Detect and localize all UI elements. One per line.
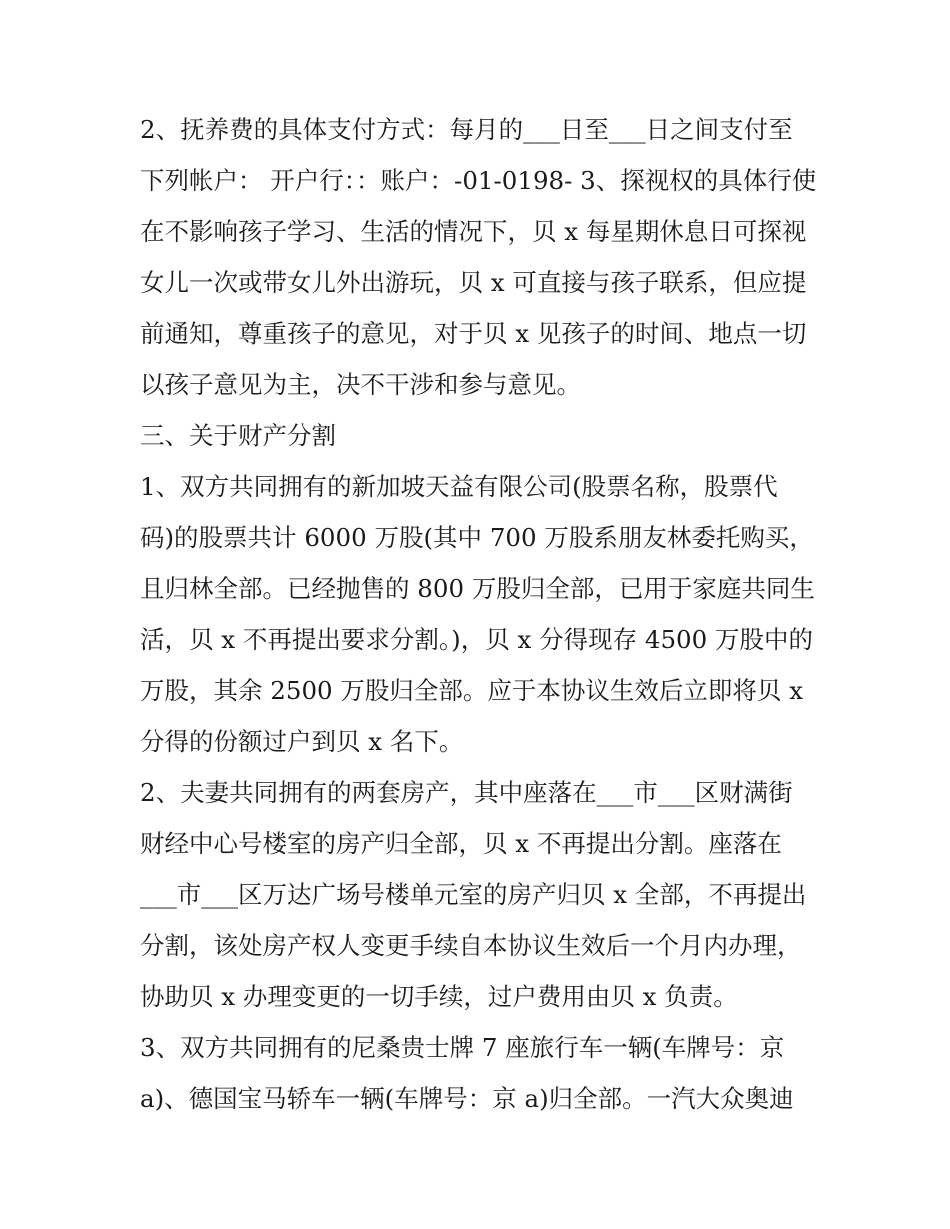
text-line: ___市___区万达广场号楼单元室的房产归贝 x 全部，不再提出 (140, 880, 807, 909)
text-line: 在不影响孩子学习、生活的情况下，贝 x 每星期休息日可探视 (140, 217, 807, 246)
text-line: 1、双方共同拥有的新加坡天益有限公司(股票名称，股票代 (140, 472, 778, 501)
text-line: 万股，其余 2500 万股归全部。应于本协议生效后立即将贝 x (140, 676, 804, 705)
text-line: 活，贝 x 不再提出要求分割。)，贝 x 分得现存 4500 万股中的 (140, 625, 814, 654)
text-line: 下列帐户： 开户行：：账户：-01-0198- 3、探视权的具体行使 (140, 166, 817, 195)
text-line: 2、抚养费的具体支付方式：每月的___日至___日之间支付至 (140, 115, 793, 144)
text-line: a)、德国宝马轿车一辆(车牌号：京 a)归全部。一汽大众奥迪 (140, 1084, 794, 1113)
text-line: 分得的份额过户到贝 x 名下。 (140, 727, 464, 756)
text-line: 3、双方共同拥有的尼桑贵士牌 7 座旅行车一辆(车牌号：京 (140, 1033, 785, 1062)
text-line: 以孩子意见为主，决不干涉和参与意见。 (140, 370, 581, 399)
text-line: 女儿一次或带女儿外出游玩，贝 x 可直接与孩子联系，但应提 (140, 268, 807, 297)
text-line: 协助贝 x 办理变更的一切手续，过户费用由贝 x 负责。 (140, 982, 738, 1011)
section-heading: 三、关于财产分割 (140, 421, 336, 450)
text-line: 财经中心号楼室的房产归全部，贝 x 不再提出分割。座落在 (140, 829, 782, 858)
text-line: 2、夫妻共同拥有的两套房产，其中座落在___市___区财满街 (140, 778, 793, 807)
text-line: 码)的股票共计 6000 万股(其中 700 万股系朋友林委托购买， (140, 523, 814, 552)
text-line: 且归林全部。已经抛售的 800 万股归全部，已用于家庭共同生 (140, 574, 815, 603)
text-line: 分割，该处房产权人变更手续自本协议生效后一个月内办理， (140, 931, 802, 960)
text-line: 前通知，尊重孩子的意见，对于贝 x 见孩子的时间、地点一切 (140, 319, 807, 348)
document-body (140, 104, 820, 1124)
